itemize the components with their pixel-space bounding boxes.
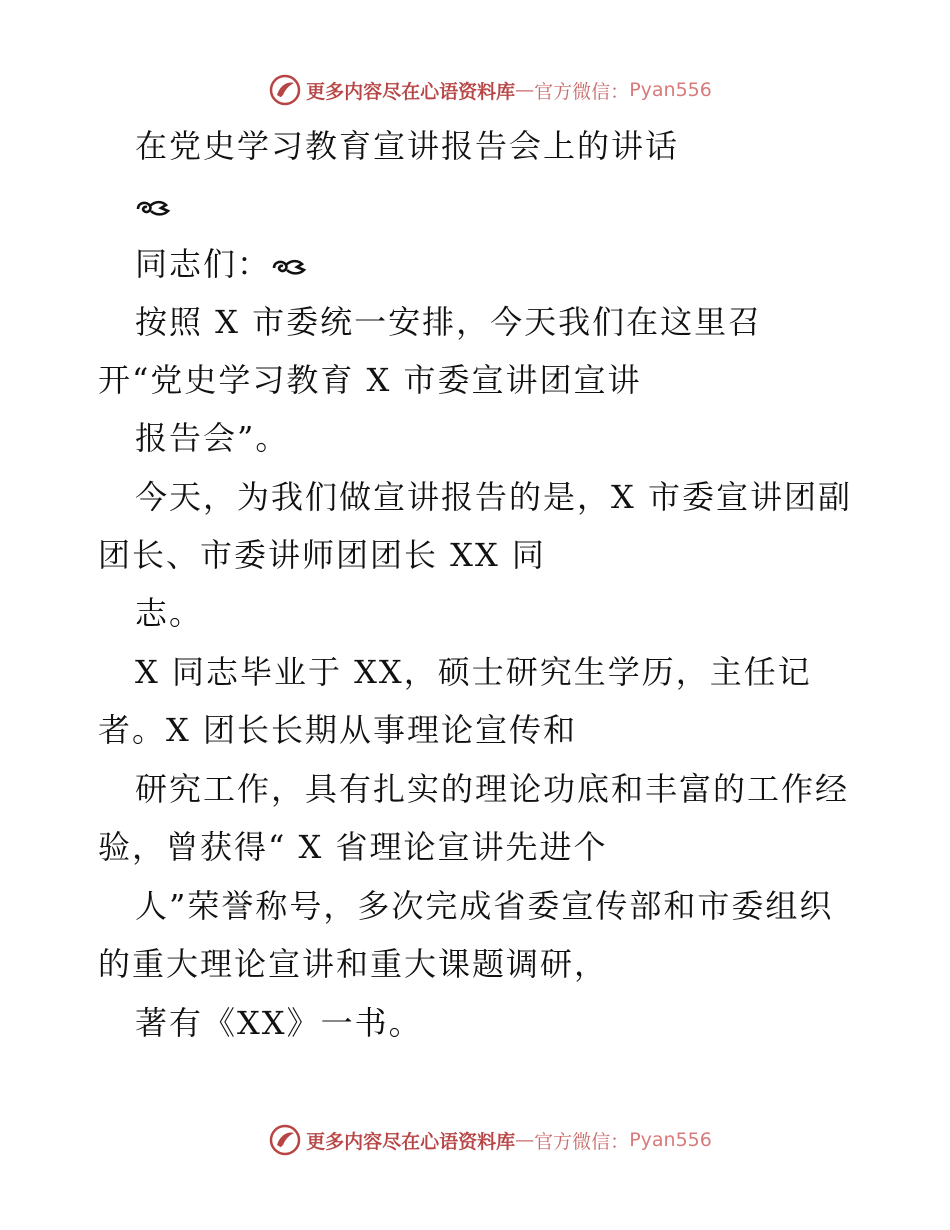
body-line: 者。X 团长长期从事理论宣传和	[98, 711, 577, 749]
watermark-sub-text: 官方微信：	[534, 80, 630, 103]
body-line: 的重大理论宣讲和重大课题调研，	[98, 945, 609, 983]
body-line: 志。	[135, 594, 204, 632]
paragraph-mark-icon	[135, 197, 171, 219]
watermark-main-text: 更多内容尽在心语资料库	[306, 80, 516, 103]
watermark-wechat-id: Pyan556	[629, 1129, 712, 1151]
watermark-wechat-id: Pyan556	[629, 79, 712, 101]
watermark-main-text: 更多内容尽在心语资料库	[306, 1130, 516, 1153]
body-line: 人”荣誉称号，多次完成省委宣传部和市委组织	[135, 887, 834, 925]
watermark-sub-text: 官方微信：	[534, 1130, 630, 1153]
watermark-separator: —	[515, 1129, 535, 1151]
body-line: 报告会”。	[135, 419, 290, 457]
body-line: 验，曾获得“ X 省理论宣讲先进个	[98, 828, 608, 866]
body-line: 研究工作，具有扎实的理论功底和丰富的工作经	[135, 770, 850, 808]
body-line: 著有《XX》一书。	[135, 1004, 423, 1042]
body-line: 团长、市委讲师团团长 XX 同	[98, 536, 546, 574]
greeting-line	[135, 244, 307, 284]
document-title: 在党史学习教育宣讲报告会上的讲话	[135, 127, 680, 165]
body-line: 按照 X 市委统一安排，今天我们在这里召	[135, 303, 763, 341]
paragraph-mark-icon	[271, 256, 307, 278]
greeting-text: 同志们：	[135, 245, 272, 283]
watermark-separator: —	[515, 79, 535, 101]
body-line: 开“党史学习教育 X 市委宣讲团宣讲	[98, 361, 642, 399]
paragraph-mark-line	[135, 185, 171, 225]
body-line: 今天，为我们做宣讲报告的是，X 市委宣讲团副	[135, 478, 852, 516]
watermark-footer	[0, 1120, 950, 1160]
seal-logo-icon	[268, 1123, 302, 1157]
body-line: X 同志毕业于 XX，硕士研究生学历，主任记	[135, 653, 812, 691]
